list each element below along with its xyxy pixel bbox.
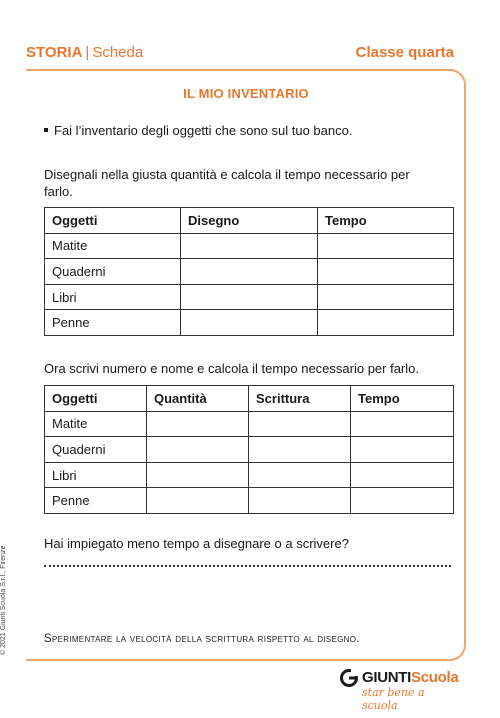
worksheet-title: IL MIO INVENTARIO	[183, 86, 309, 101]
column-header: Quantità	[147, 386, 249, 412]
table-row	[45, 462, 454, 488]
time-cell[interactable]	[318, 233, 454, 259]
subject-name: STORIA	[26, 44, 83, 61]
question-text: Hai impiegato meno tempo a disegnare o a scrivere?	[44, 536, 349, 551]
drawing-cell[interactable]	[181, 233, 318, 259]
worksheet-type: Scheda	[92, 44, 144, 61]
drawing-cell[interactable]	[181, 284, 318, 310]
header-separator: |	[85, 44, 90, 61]
time-cell[interactable]	[318, 284, 454, 310]
object-cell: Libri	[45, 462, 147, 488]
object-cell: Matite	[45, 233, 181, 259]
table-row	[45, 233, 454, 259]
table-row	[45, 310, 454, 336]
logo-tagline: star bene a scuola	[362, 686, 425, 712]
drawing-cell[interactable]	[181, 310, 318, 336]
quantity-cell[interactable]	[147, 488, 249, 514]
object-cell: Penne	[45, 310, 181, 336]
table-header-row	[45, 208, 454, 234]
bullet-text: Fai l’inventario degli oggetti che sono sul tuo banco.	[54, 123, 353, 138]
table-row	[45, 284, 454, 310]
quantity-cell[interactable]	[147, 437, 249, 463]
answer-line[interactable]	[44, 565, 451, 567]
time-cell[interactable]	[351, 437, 454, 463]
time-cell[interactable]	[351, 462, 454, 488]
copyright-text: © 2021 Giunti Scuola S.r.l., Firenze	[0, 545, 7, 655]
object-cell: Quaderni	[45, 437, 147, 463]
time-cell[interactable]	[351, 411, 454, 437]
column-header: Tempo	[318, 208, 454, 234]
writing-cell[interactable]	[249, 462, 351, 488]
column-header: Oggetti	[45, 386, 147, 412]
time-cell[interactable]	[318, 259, 454, 285]
bullet-instruction	[44, 123, 352, 138]
object-cell: Libri	[45, 284, 181, 310]
bullet-icon	[44, 128, 48, 132]
page-header	[26, 44, 454, 64]
column-header: Tempo	[351, 386, 454, 412]
drawing-table	[44, 207, 454, 336]
teacher-note: Sperimentare la velocità della scrittura rispetto al disegno.	[44, 633, 360, 645]
giunti-g-icon	[340, 669, 358, 687]
subject-label	[26, 44, 143, 61]
logo-brand-giunti: GIUNTI	[362, 669, 412, 686]
quantity-cell[interactable]	[147, 462, 249, 488]
writing-cell[interactable]	[249, 437, 351, 463]
table-row	[45, 437, 454, 463]
column-header: Scrittura	[249, 386, 351, 412]
table-row	[45, 488, 454, 514]
object-cell: Penne	[45, 488, 147, 514]
table-row	[45, 411, 454, 437]
writing-cell[interactable]	[249, 488, 351, 514]
column-header: Disegno	[181, 208, 318, 234]
writing-cell[interactable]	[249, 411, 351, 437]
drawing-cell[interactable]	[181, 259, 318, 285]
instruction-writing: Ora scrivi numero e nome e calcola il tempo necessario per farlo.	[44, 361, 419, 376]
publisher-logo	[340, 667, 460, 712]
logo-brand-scuola: Scuola	[411, 669, 459, 686]
table-row	[45, 259, 454, 285]
writing-table	[44, 385, 454, 514]
time-cell[interactable]	[351, 488, 454, 514]
object-cell: Matite	[45, 411, 147, 437]
logo-brand	[362, 669, 458, 686]
column-header: Oggetti	[45, 208, 181, 234]
quantity-cell[interactable]	[147, 411, 249, 437]
time-cell[interactable]	[318, 310, 454, 336]
object-cell: Quaderni	[45, 259, 181, 285]
grade-label: Classe quarta	[355, 44, 454, 61]
table-header-row	[45, 386, 454, 412]
instruction-drawing: Disegnali nella giusta quantità e calcola il tempo necessario per farlo.	[44, 167, 410, 199]
